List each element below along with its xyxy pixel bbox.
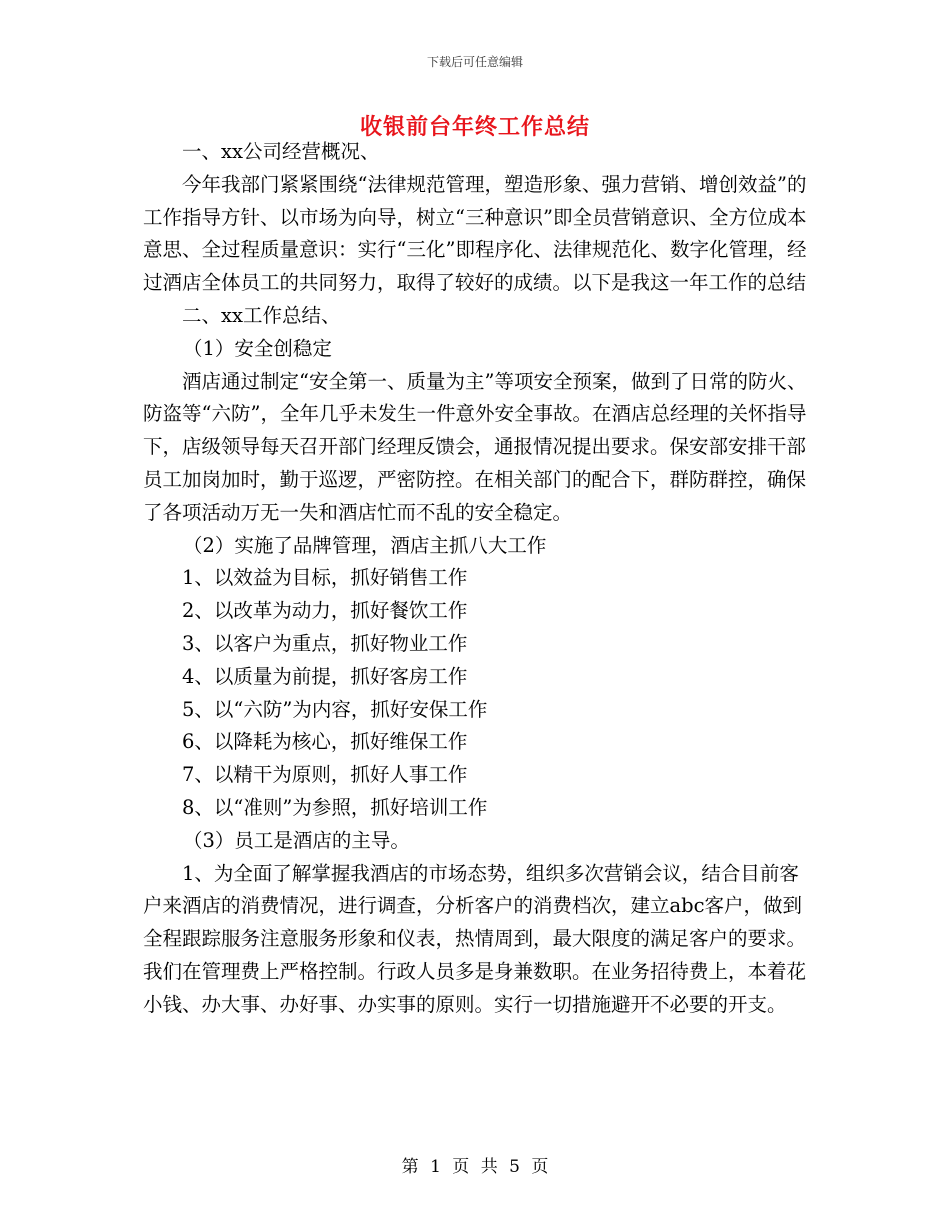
document-body (143, 136, 807, 1022)
document-title: 收银前台年终工作总结 (359, 114, 590, 140)
list-item: 4、以质量为前提，抓好客房工作 (182, 664, 468, 688)
list-item: 6、以降耗为核心，抓好维保工作 (182, 730, 468, 754)
list-item: 8、以“准则”为参照，抓好培训工作 (182, 795, 488, 819)
section-heading-1: 一、xx公司经营概况、 (182, 140, 380, 163)
subsection-heading: （1）安全创稳定 (183, 336, 332, 360)
page-header-note: 下载后可任意编辑 (426, 55, 523, 69)
subsection-heading: （2）实施了品牌管理，酒店主抓八大工作 (183, 533, 547, 557)
subsection-heading: （3）员工是酒店的主导。 (183, 828, 410, 852)
body-paragraph: 1、为全面了解掌握我酒店的市场态势，组织多次营销会议，结合目前客户来酒店的消费情况，进行调查，分析客户的消费档次，建立abc客户，做到全程跟踪服务注意服务形象和仪表，热情周到，最大限度的满足客户的要求。我们在管理费上严格控制。行政人员多是身兼数职。在业务招待费上，本着花小钱、办大事、办好事、办实事的原则。实行一切措施避开不必要的开支。 (143, 861, 807, 1016)
section-heading-2: 二、xx工作总结、 (182, 303, 341, 327)
list-item: 5、以“六防”为内容，抓好安保工作 (182, 697, 488, 721)
list-item: 7、以精干为原则，抓好人事工作 (182, 763, 468, 787)
list-item: 3、以客户为重点，抓好物业工作 (182, 631, 468, 655)
body-paragraph: 酒店通过制定“安全第一、质量为主”等项安全预案，做到了日常的防火、防盗等“六防”，全年几乎未发生一件意外安全事故。在酒店总经理的关怀指导下，店级领导每天召开部门经理反馈会，通报情况提出要求。保安部安排干部员工加岗加时，勤于巡逻，严密防控。在相关部门的配合下，群防群控，确保了各项活动万无一失和酒店忙而不乱的安全稳定。 (143, 369, 807, 524)
list-item: 2、以改革为动力，抓好餐饮工作 (182, 599, 468, 623)
page-number: 第 1 页 共 5 页 (401, 1157, 549, 1177)
body-paragraph: 今年我部门紧紧围绕“法律规范管理，塑造形象、强力营销、增创效益”的工作指导方针、以市场为向导，树立“三种意识”即全员营销意识、全方位成本意思、全过程质量意识：实行“三化”即程序化、法律规范化、数字化管理，经过酒店全体员工的共同努力，取得了较好的成绩。以下是我这一年工作的总结 (143, 172, 807, 295)
list-item: 1、以效益为目标，抓好销售工作 (182, 566, 468, 590)
